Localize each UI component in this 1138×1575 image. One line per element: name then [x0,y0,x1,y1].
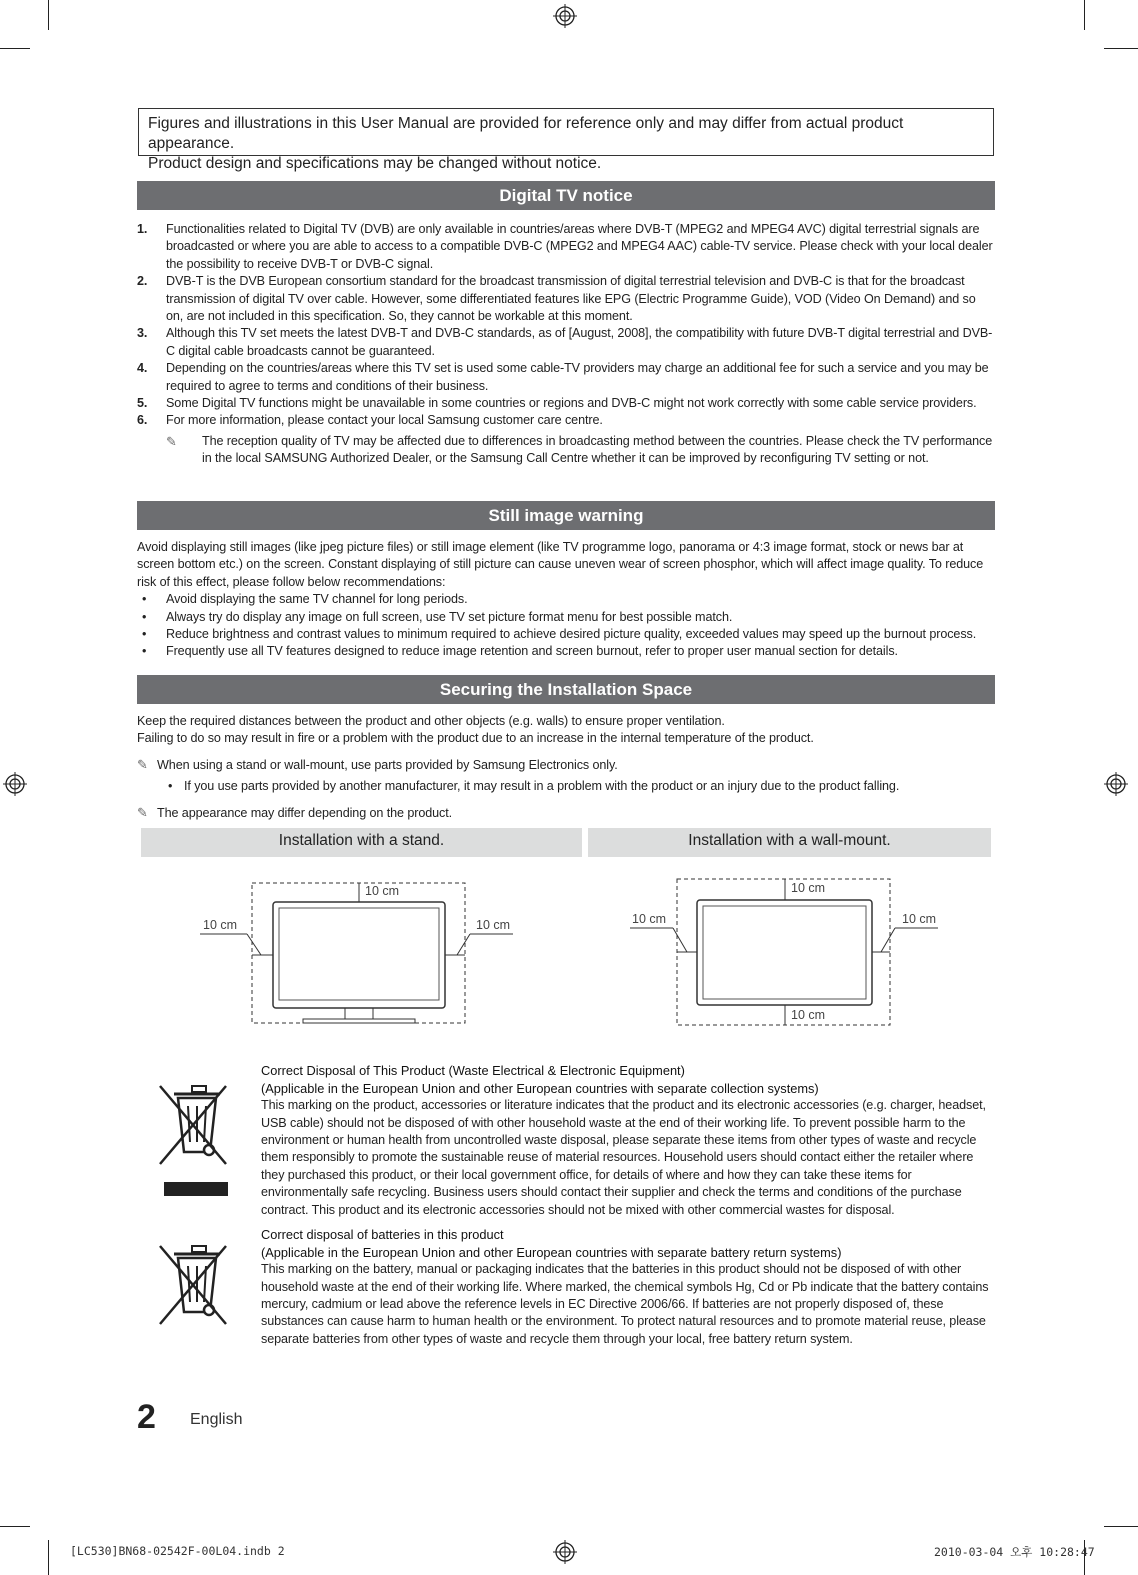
registration-mark-icon [3,772,27,796]
list-item: 3. Although this TV set meets the latest DVB-T and DVB-C standards, as of [August, 2008], the compatibility with future DVB-T digital terrestrial and DVB-C digital cable broadcasts cannot be guaranteed. [137,326,993,358]
battery-body: This marking on the battery, manual or packaging indicates that the batteries in this product should not be disposed of with other household waste at the end of their working life. Where marked, the chemical symbols Hg, Cd or Pb indicate that the battery contains mercury, cadmium or lead above the reference levels in EC Directive 2006/66. If batteries are not properly disposed of, these substances can cause harm to human health or the environment. To protect natural resources and to promote material reuse, please separate batteries from other types of waste and recycle them through your local, free battery return system. [261,1262,989,1346]
wall-installation-label: Installation with a wall-mount. [588,828,991,857]
digital-tv-list [137,221,993,468]
weee-crossed-bin-icon [154,1080,234,1200]
section-header-still-image: Still image warning [137,501,995,530]
weee-disposal-block [261,1062,995,1219]
note-paragraph: ✎ The reception quality of TV may be affected due to differences in broadcasting method between the countries. Please check the TV performance in the local SAMSUNG Authorized Dealer, or the Samsung Call Centre whether it can be improved by reconfiguring TV setting or not. [166,433,993,466]
list-item: 1. Functionalities related to Digital TV (DVB) are only available in countries/areas where DVB-T (MPEG2 and MPEG4 AVC) digital terrestrial signals are broadcasted or where you are able to access to a compatible DVB-C (MPEG2 and MPEG4 AAC) cable-TV service. Please check with your local dealer the possibility to receive DVB-T or DVB-C signal. [137,222,993,271]
sub-bullet: • If you use parts provided by another manufacturer, it may result in a problem with the product or an injury due to the product falling. [137,778,993,795]
weee-title: Correct Disposal of This Product (Waste Electrical & Electronic Equipment) [261,1063,685,1078]
list-item: 2. DVB-T is the DVB European consortium standard for the broadcast transmission of digital terrestrial television and DVB-C is that for the broadcast transmission of digital TV over cable. However, some differentiated features like EPG (Electric Programme Guide), VOD (Video On Demand) and so on, are not included in this specification. So, they cannot be workable at this moment. [137,274,976,324]
installation-content [137,713,993,822]
dimension-label: 10 cm [203,918,238,932]
dimension-label: 10 cm [365,884,400,898]
note-paragraph: ✎ When using a stand or wall-mount, use parts provided by Samsung Electronics only. [137,756,618,772]
still-image-content [137,539,993,661]
list-item: • Always try do display any image on full screen, use TV set picture format menu for best possible match. [137,609,993,626]
list-item: • Frequently use all TV features designed to reduce image retention and screen burnout, refer to proper user manual section for details. [137,643,993,660]
list-item: 6. For more information, please contact your local Samsung customer care centre. [137,413,603,428]
disclaimer-line: Figures and illustrations in this User Manual are provided for reference only and may differ from actual product appearance. [148,115,904,152]
bullet-icon: • [168,779,173,794]
page-language: English [190,1411,243,1428]
registration-mark-icon [553,4,577,28]
crop-mark [1104,1526,1138,1527]
disclaimer-line: Product design and specifications may be changed without notice. [148,155,602,172]
install-line: Keep the required distances between the product and other objects (e.g. walls) to ensure proper ventilation. [137,714,725,728]
stand-installation-label: Installation with a stand. [141,828,582,857]
crop-mark [48,1540,49,1575]
crop-mark [1104,48,1138,49]
registration-mark-icon [1104,772,1128,796]
wall-mount-clearance-diagram [625,876,945,1031]
dimension-label: 10 cm [632,912,667,926]
list-item: 4. Depending on the countries/areas where this TV set is used some cable-TV providers may charge an additional fee for such a service and you may be required to agree to terms and conditions of their business. [137,361,989,393]
still-image-intro: Avoid displaying still images (like jpeg picture files) or still image element (like TV programme logo, panorama or 4:3 image format, stock or news bar at screen bottom etc.) on the screen. Constant displaying of still picture can cause uneven wear of screen phosphor, which will affect image quality. To reduce risk of this effect, please follow below recommendations: [137,540,984,589]
list-item: 5. Some Digital TV functions might be unavailable in some countries or regions and DVB-C might not work correctly with some cable service providers. [137,396,977,411]
crop-mark [0,1526,30,1527]
weee-subtitle: (Applicable in the European Union and other European countries with separate collection systems) [261,1080,819,1096]
dimension-label: 10 cm [902,912,937,926]
battery-disposal-block [261,1226,995,1348]
pencil-note-icon: ✎ [166,433,177,449]
pencil-note-icon: ✎ [137,756,148,772]
crop-mark [0,48,30,49]
crop-mark [48,0,49,30]
dimension-label: 10 cm [476,918,511,932]
note-paragraph: ✎ The appearance may differ depending on the product. [137,804,453,820]
disclaimer-box [138,108,994,172]
list-item: • Reduce brightness and contrast values to minimum required to achieve desired picture quality, exceeded values may speed up the burnout process. [137,626,993,643]
dimension-label: 10 cm [791,881,826,895]
list-item: • Avoid displaying the same TV channel for long periods. [137,591,993,608]
crop-mark [1084,0,1085,30]
page-number: 2 [137,1398,156,1436]
print-file-info: [LC530]BN68-02542F-00L04.indb 2 [70,1544,285,1558]
section-header-installation: Securing the Installation Space [137,675,995,704]
stand-clearance-diagram [195,876,525,1026]
pencil-note-icon: ✎ [137,804,148,820]
weee-body: This marking on the product, accessories or literature indicates that the product and its electronic accessories (e.g. charger, headset, USB cable) should not be disposed of with other household waste at the end of their working life. To prevent possible harm to the environment or human health from uncontrolled waste disposal, please separate these items from other types of waste and recycle them responsibly to promote the sustainable reuse of material resources. Household users should contact either the retailer where they purchased this product, or their local government office, for details of where and how they can take these items for environmentally safe recycling. Business users should contact their supplier and check the terms and conditions of the purchase contract. This product and its electronic accessories should not be mixed with other commercial wastes for disposal. [261,1098,986,1217]
tv-outline [697,900,872,1005]
registration-mark-icon [553,1540,577,1564]
dimension-label: 10 cm [791,1008,826,1022]
section-header-digital-tv: Digital TV notice [137,181,995,210]
install-line: Failing to do so may result in fire or a problem with the product due to an increase in the internal temperature of the product. [137,731,814,746]
print-timestamp: 2010-03-04 오후 10:28:47 [934,1545,1095,1559]
tv-outline [273,902,445,1008]
battery-crossed-bin-icon [154,1242,234,1332]
battery-subtitle: (Applicable in the European Union and other European countries with separate battery return systems) [261,1244,842,1260]
battery-title: Correct disposal of batteries in this product [261,1227,504,1242]
